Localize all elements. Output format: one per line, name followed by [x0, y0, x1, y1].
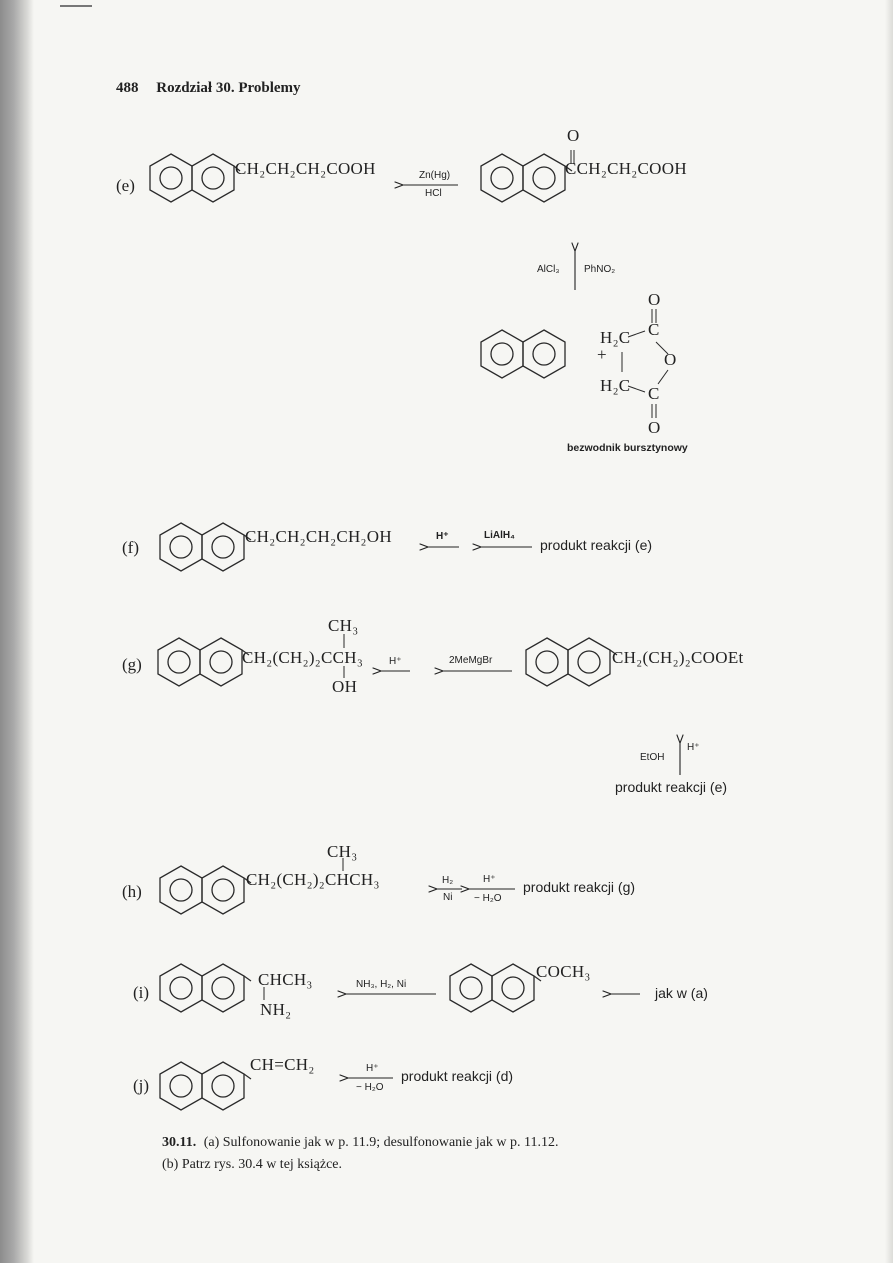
formula-e-product: CH₂CH₂CH₂COOH — [235, 159, 376, 178]
naphthalene-ring-e2 — [481, 154, 565, 202]
source-i: jak w (a) — [655, 985, 708, 1001]
reagent-f-acid: H⁺ — [436, 531, 449, 542]
source-h: produkt reakcji (g) — [523, 879, 636, 895]
note-30-11-line1 — [162, 1135, 558, 1151]
label-j: (j) — [133, 1076, 150, 1095]
formula-i-nh2: NH₂ — [260, 1000, 292, 1019]
anhydride-o-ring: O — [664, 350, 677, 369]
anhydride-o-top: O — [648, 290, 661, 309]
source-f: produkt reakcji (e) — [540, 537, 653, 553]
label-e: (e) — [116, 176, 135, 195]
reagent-i: NH₃, H₂, Ni — [356, 979, 407, 990]
reagent-e-bottom: HCl — [425, 188, 442, 199]
reagent-h-water: − H₂O — [474, 893, 502, 904]
naphthalene-ring-g1 — [158, 638, 242, 686]
naphthalene-ring-i2 — [450, 964, 534, 1012]
chapter-title: Rozdział 30. Problemy — [156, 80, 301, 96]
plus-sign: + — [597, 345, 607, 364]
reagent-e-top: Zn(Hg) — [419, 170, 451, 181]
note-text-b: (b) Patrz rys. 30.4 w tej książce. — [162, 1157, 342, 1172]
naphthalene-ring-h — [160, 866, 244, 914]
formula-e-keto-acid: CCH₂CH₂COOH — [565, 159, 687, 178]
reagent-f-lialh4: LiAlH₄ — [484, 530, 515, 541]
reagent-g-etoh: EtOH — [640, 752, 665, 763]
reagent-h-acid: H⁺ — [483, 874, 496, 885]
naphthalene-ring-j — [160, 1062, 244, 1110]
formula-j-product: CH=CH₂ — [250, 1055, 315, 1074]
formula-i-ketone: COCH₃ — [536, 962, 591, 981]
source-j: produkt reakcji (d) — [401, 1068, 514, 1084]
formula-h-product: CH₂(CH₂)₂CHCH₃ — [246, 870, 380, 889]
anhydride-h2c-top: H₂C — [600, 328, 631, 347]
reagent-e-alcl3: AlCl₃ — [537, 264, 560, 275]
naphthalene-ring-g2 — [526, 638, 610, 686]
reagent-j-acid: H⁺ — [366, 1063, 379, 1074]
anhydride-o-bottom: O — [648, 418, 661, 437]
formula-g-ch3: CH₃ — [328, 616, 359, 635]
formula-i-product: CHCH₃ — [258, 970, 313, 989]
anhydride-c-top: C — [648, 320, 660, 339]
label-i: (i) — [133, 983, 150, 1002]
reagent-j-water: − H₂O — [356, 1082, 384, 1093]
formula-h-ch3: CH₃ — [327, 842, 358, 861]
note-30-11-line2 — [162, 1157, 342, 1173]
reagent-g-h-plus: H⁺ — [687, 742, 700, 753]
formula-g-product: CH₂(CH₂)₂CCH₃ — [242, 648, 364, 667]
keto-oxygen: O — [567, 126, 580, 145]
formula-g-oh: OH — [332, 677, 358, 696]
reagent-g-acid: H⁺ — [389, 656, 402, 667]
naphthalene-ring-e3 — [481, 330, 565, 378]
reagent-g-grignard: 2MeMgBr — [449, 655, 493, 666]
label-f: (f) — [122, 538, 139, 557]
naphthalene-ring-e1 — [150, 154, 234, 202]
formula-g-ester: CH₂(CH₂)₂COOEt — [612, 648, 744, 667]
naphthalene-ring-f — [160, 523, 244, 571]
note-number: 30.11. — [162, 1135, 197, 1150]
anhydride-name: bezwodnik bursztynowy — [567, 442, 688, 454]
note-text-a: (a) Sulfonowanie jak w p. 11.9; desulfonowanie jak w p. 11.12. — [203, 1135, 559, 1150]
source-g: produkt reakcji (e) — [615, 779, 728, 795]
anhydride-h2c-bottom: H₂C — [600, 376, 631, 395]
reagent-h-ni: Ni — [443, 892, 453, 903]
label-g: (g) — [122, 655, 142, 674]
reagent-e-phno2: PhNO₂ — [584, 264, 616, 275]
anhydride-c-bottom: C — [648, 384, 660, 403]
page-number: 488 — [116, 80, 139, 96]
reagent-h-h2: H₂ — [442, 875, 454, 886]
label-h: (h) — [122, 882, 142, 901]
formula-f-product: CH₂CH₂CH₂CH₂OH — [245, 527, 392, 546]
naphthalene-ring-i1 — [160, 964, 244, 1012]
